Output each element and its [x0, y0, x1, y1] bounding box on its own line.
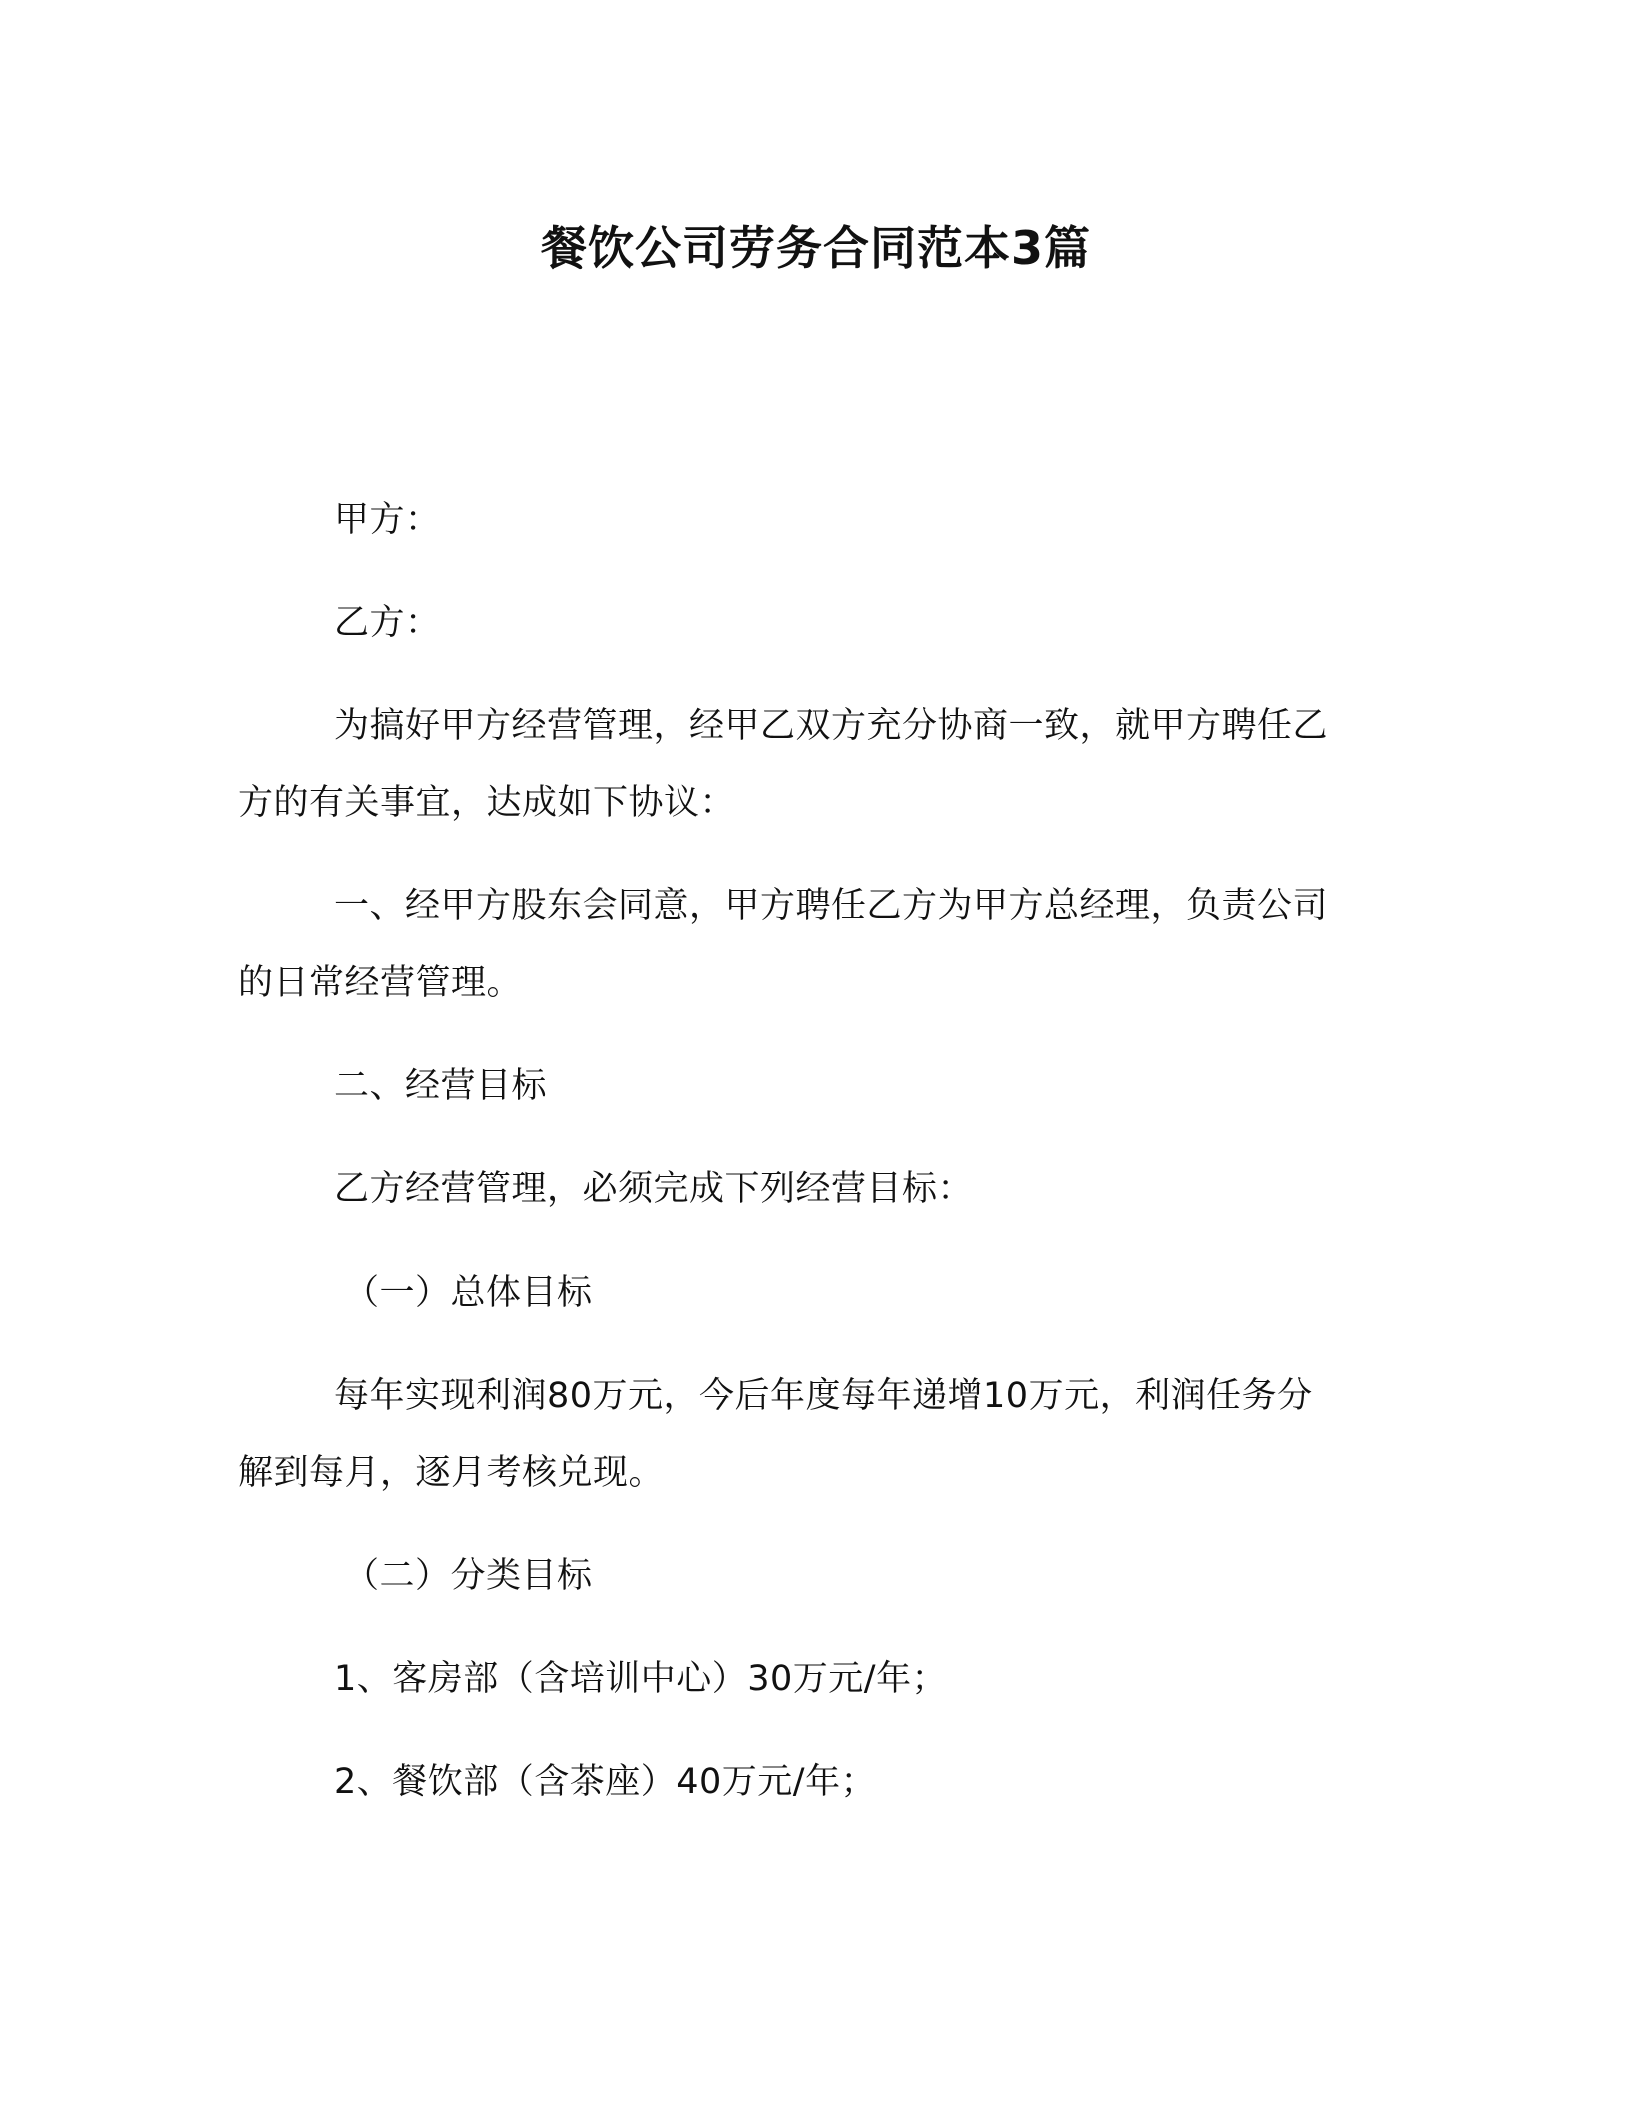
clause-2-intro: 乙方经营管理，必须完成下列经营目标： [334, 1169, 974, 1209]
intro-paragraph-line-1: 为搞好甲方经营管理，经甲乙双方充分协商一致，就甲方聘任乙 [334, 706, 1329, 746]
sub-heading-category: （二）分类目标 [344, 1556, 593, 1596]
category-item-1: 1、客房部（含培训中心）30万元/年； [334, 1659, 948, 1699]
clause-2-heading: 二、经营目标 [334, 1066, 548, 1106]
overall-target-line-2: 解到每月，逐月考核兑现。 [238, 1453, 665, 1493]
party-a-label: 甲方： [334, 500, 441, 540]
clause-1-line-2: 的日常经营管理。 [238, 963, 523, 1003]
party-b-label: 乙方： [334, 603, 441, 643]
intro-paragraph-line-2: 方的有关事宜，达成如下协议： [238, 783, 736, 823]
clause-1-line-1: 一、经甲方股东会同意，甲方聘任乙方为甲方总经理，负责公司 [334, 886, 1329, 926]
category-item-2: 2、餐饮部（含茶座）40万元/年； [334, 1762, 877, 1802]
overall-target-line-1: 每年实现利润80万元，今后年度每年递增10万元，利润任务分 [334, 1376, 1313, 1416]
sub-heading-overall: （一）总体目标 [344, 1273, 593, 1313]
document-title: 餐饮公司劳务合同范本3篇 [540, 221, 1091, 275]
